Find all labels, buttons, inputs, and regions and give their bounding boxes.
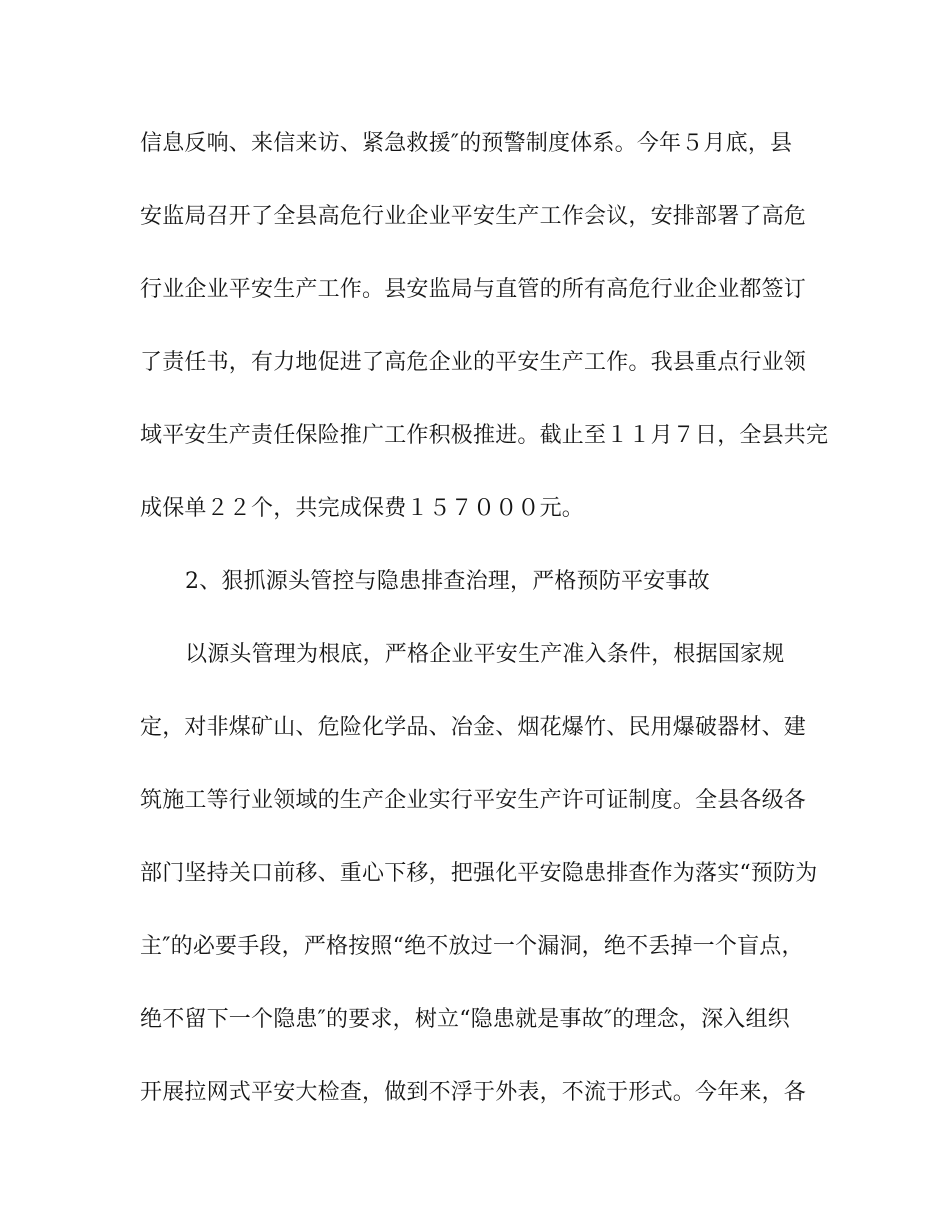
paragraph-line-13: 开展拉网式平安大检查，做到不浮于外表，不流于形式。今年来，各 xyxy=(140,1080,807,1105)
paragraph-line-2: 安监局召开了全县高危行业企业平安生产工作会议，安排部署了高危 xyxy=(140,204,807,229)
paragraph-line-1: 信息反响、来信来访、紧急救援″的预警制度体系。今年５月底，县 xyxy=(140,131,793,156)
paragraph-line-12: 绝不留下一个隐患″的要求，树立“隐患就是事故″的理念，深入组织 xyxy=(140,1007,790,1032)
paragraph-line-3: 行业企业平安生产工作。县安监局与直管的所有高危行业企业都签订 xyxy=(140,277,807,302)
section-heading: 2、狠抓源头管控与隐患排查治理，严格预防平安事故 xyxy=(185,569,710,594)
paragraph-line-4: 了责任书，有力地促进了高危企业的平安生产工作。我县重点行业领 xyxy=(140,350,807,375)
paragraph-line-10: 部门坚持关口前移、重心下移，把强化平安隐患排查作为落实“预防为 xyxy=(140,861,818,886)
paragraph-line-7: 以源头管理为根底，严格企业平安生产准入条件，根据国家规 xyxy=(185,642,785,667)
paragraph-line-11: 主″的必要手段，严格按照“绝不放过一个漏洞，绝不丢掉一个盲点， xyxy=(140,934,804,959)
paragraph-line-5: 域平安生产责任保险推广工作积极推进。截止至１１月７日，全县共完 xyxy=(140,423,829,448)
paragraph-line-9: 筑施工等行业领域的生产企业实行平安生产许可证制度。全县各级各 xyxy=(140,788,807,813)
paragraph-line-6: 成保单２２个，共完成保费１５７０００元。 xyxy=(140,496,585,521)
paragraph-line-8: 定，对非煤矿山、危险化学品、冶金、烟花爆竹、民用爆破器材、建 xyxy=(140,715,807,740)
